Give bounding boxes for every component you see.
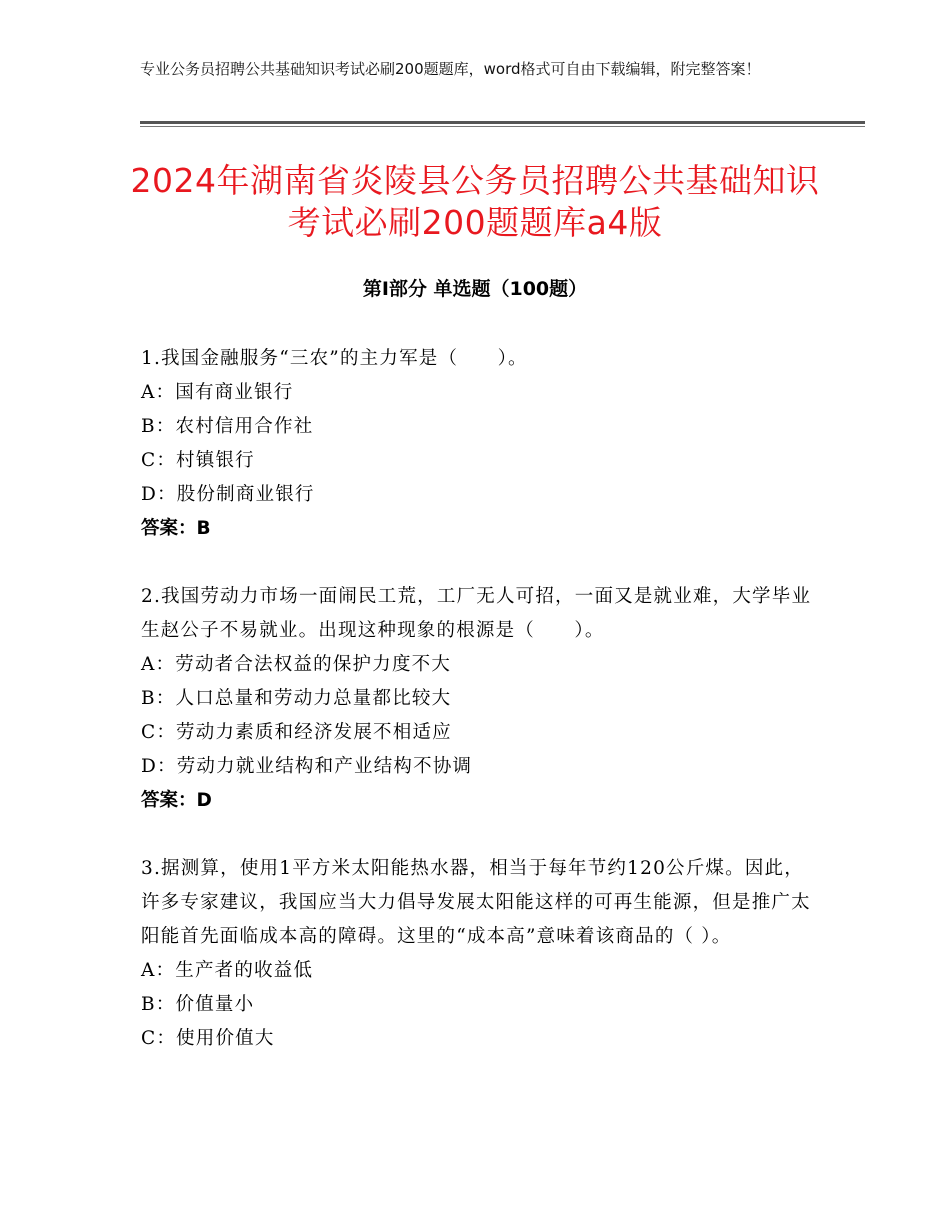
question-stem: 3.据测算，使用1平方米太阳能热水器，相当于每年节约120公斤煤。因此，许多专家建议，我国应当大力倡导发展太阳能这样的可再生能源，但是推广太阳能首先面临成本高的障碍。这里的“成本高”意味着该商品的（ ）。 — [141, 858, 811, 947]
question-stem: 1.我国金融服务“三农”的主力军是（ ）。 — [141, 348, 528, 369]
option-b: B：价值量小 — [141, 994, 255, 1015]
option-a: A：生产者的收益低 — [141, 960, 314, 981]
header-rule-thin — [140, 126, 865, 127]
option-c: C：劳动力素质和经济发展不相适应 — [141, 722, 452, 743]
option-b: B：农村信用合作社 — [141, 416, 314, 437]
header-note: 专业公务员招聘公共基础知识考试必刷200题题库，word格式可自由下载编辑，附完整答案！ — [140, 60, 761, 78]
question-list — [141, 342, 821, 1090]
question-3 — [141, 852, 821, 1056]
option-c: C：使用价值大 — [141, 1028, 275, 1049]
question-2 — [141, 580, 821, 818]
option-d: D：股份制商业银行 — [141, 484, 315, 505]
answer: 答案：B — [141, 518, 211, 539]
question-stem: 2.我国劳动力市场一面闹民工荒，工厂无人可招，一面又是就业难，大学毕业生赵公子不易就业。出现这种现象的根源是（ ）。 — [141, 586, 812, 641]
option-a: A：国有商业银行 — [141, 382, 294, 403]
question-1 — [141, 342, 821, 546]
option-d: D：劳动力就业结构和产业结构不协调 — [141, 756, 473, 777]
answer: 答案：D — [141, 790, 212, 811]
option-c: C：村镇银行 — [141, 450, 255, 471]
header-rule-thick — [140, 121, 865, 124]
document-title: 2024年湖南省炎陵县公务员招聘公共基础知识考试必刷200题题库a4版 — [130, 161, 820, 242]
section-heading: 第Ⅰ部分 单选题（100题） — [362, 278, 588, 300]
option-a: A：劳动者合法权益的保护力度不大 — [141, 654, 452, 675]
option-b: B：人口总量和劳动力总量都比较大 — [141, 688, 452, 709]
